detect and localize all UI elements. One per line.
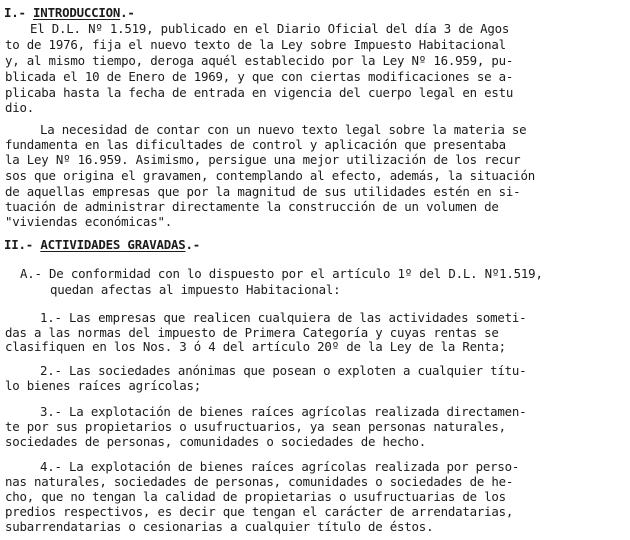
point-3-line: 3.- La explotación de bienes raíces agrícolas realizada directamen- — [40, 404, 527, 419]
paragraph-line: blicada el 10 de Enero de 1969, y que con ciertas modificaciones se a- — [5, 69, 514, 84]
section-heading-introduccion — [4, 5, 135, 20]
point-2-line: lo bienes raíces agrícolas; — [5, 378, 202, 393]
point-4-line: predios respectivos, es decir que tengan el carácter de arrendatarias, — [5, 504, 514, 519]
point-4-line: 4.- La explotación de bienes raíces agrícolas realizada por perso- — [40, 459, 520, 474]
paragraph-line: de aquellas empresas que por la magnitud de sus utilidades estén en si- — [5, 184, 521, 199]
paragraph-line: plicaba hasta la fecha de entrada en vigencia del cuerpo legal en estu — [5, 85, 514, 100]
paragraph-line: tuación de administrar directamente la construcción de un volumen de — [5, 199, 499, 214]
point-1-line: 1.- Las empresas que realicen cualquiera de las actividades someti- — [40, 310, 527, 325]
paragraph-line: La necesidad de contar con un nuevo texto legal sobre la materia se — [40, 122, 527, 137]
paragraph-line: dio. — [5, 100, 35, 115]
paragraph-line: y, al mismo tiempo, deroga aquél establecido por la Ley Nº 16.959, pu- — [5, 53, 514, 68]
paragraph-line: El D.L. Nº 1.519, publicado en el Diario Oficial del día 3 de Agos — [30, 21, 510, 36]
point-4-line: nas naturales, sociedades de personas, comunidades o sociedades de he- — [5, 474, 514, 489]
point-3-line: te por sus propietarios o usufructuarios, ya sean personas naturales, — [5, 419, 506, 434]
paragraph-line: "viviendas económicas". — [5, 214, 172, 229]
section-number: I.- — [4, 5, 34, 20]
point-1-line: das a las normas del impuesto de Primera Categoría y cuyas rentas se — [5, 325, 499, 340]
item-a-line: quedan afectas al impuesto Habitacional: — [50, 282, 341, 297]
section-title: ACTIVIDADES GRAVADAS — [40, 237, 186, 252]
item-a-line: A.- De conformidad con lo dispuesto por el artículo 1º del D.L. Nº1.519, — [20, 266, 543, 281]
paragraph-line: to de 1976, fija el nuevo texto de la Ley sobre Impuesto Habitacional — [5, 37, 506, 52]
point-4-line: subarrendatarias o cesionarias a cualquier título de éstos. — [5, 519, 434, 534]
section-title-suffix: .- — [120, 5, 135, 20]
section-heading-actividades-gravadas — [4, 237, 200, 252]
section-title: INTRODUCCION — [33, 5, 121, 20]
point-4-line: cho, que no tengan la calidad de propietarias o usufructuarias de los — [5, 489, 506, 504]
point-1-line: clasifiquen en los Nos. 3 ó 4 del artículo 20º de la Ley de la Renta; — [5, 339, 506, 354]
point-3-line: sociedades de personas, comunidades o sociedades de hecho. — [5, 434, 427, 449]
paragraph-line: sos que origina el gravamen, contemplando al efecto, además, la situación — [5, 168, 535, 183]
paragraph-line: fundamenta en las dificultades de control y aplicación que presentaba — [5, 137, 506, 152]
paragraph-line: la Ley Nº 16.959. Asimismo, persigue una mejor utilización de los recur — [5, 152, 521, 167]
section-number: II.- — [4, 237, 41, 252]
point-2-line: 2.- Las sociedades anónimas que posean o exploten a cualquier títu- — [40, 363, 527, 378]
section-title-suffix: .- — [185, 237, 201, 252]
